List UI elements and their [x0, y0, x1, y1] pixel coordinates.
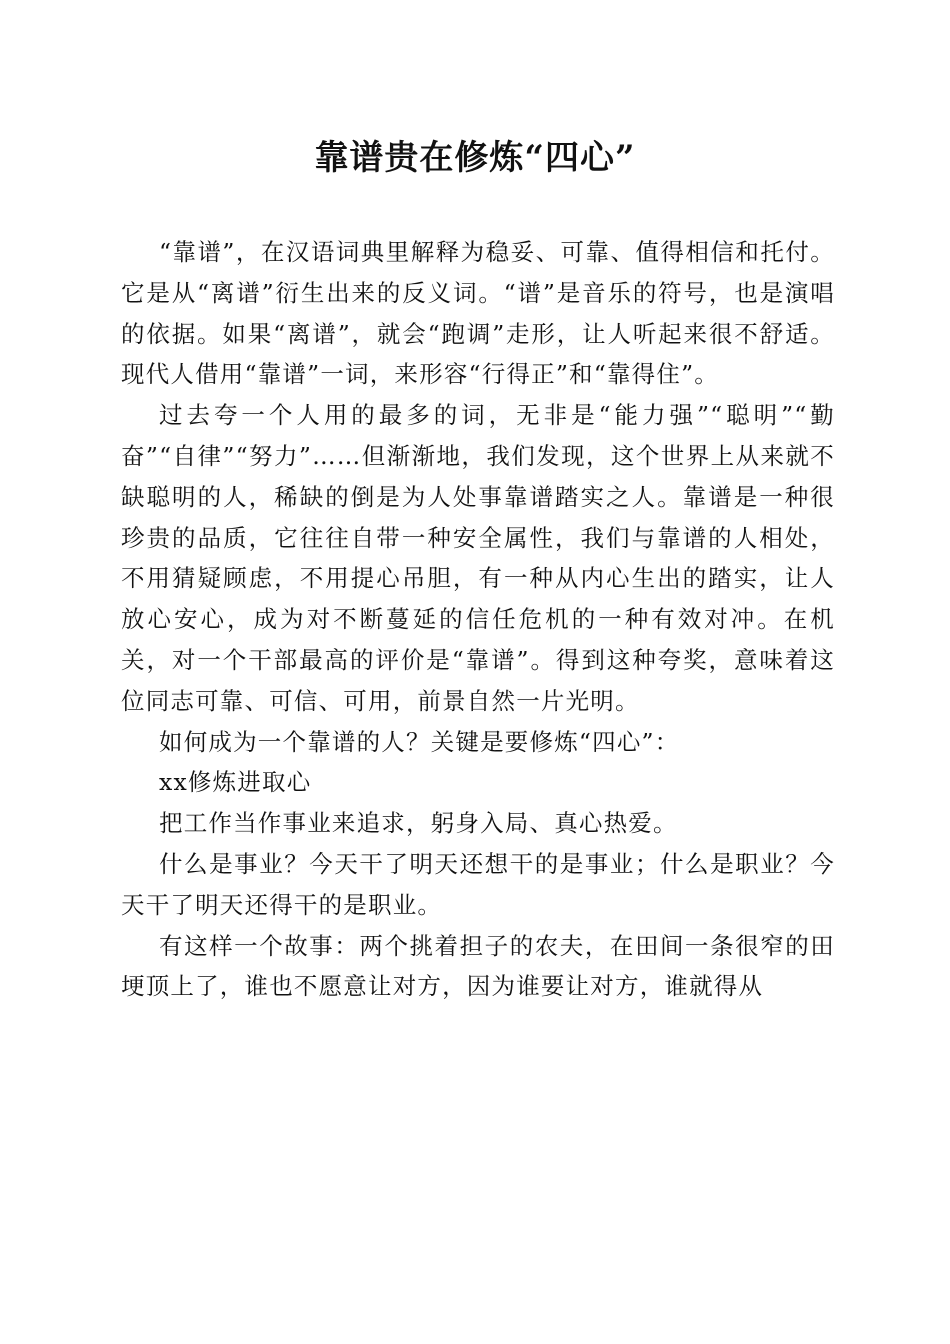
paragraph-kaopu-value: 过去夸一个人用的最多的词，无非是“能力强”“聪明”“勤奋”“自律”“努力”……但渐渐地，我们发现，这个世界上从来就不缺聪明的人，稀缺的倒是为人处事靠谱踏实之人。靠谱是一种很珍贵的品质，它往往自带一种安全属性，我们与靠谱的人相处，不用猜疑顾虑，不用提心吊胆，有一种从内心生出的踏实，让人放心安心，成为对不断蔓延的信任危机的一种有效对冲。在机关，对一个干部最高的评价是“靠谱”。得到这种夸奖，意味着这位同志可靠、可信、可用，前景自然一片光明。 [121, 401, 835, 715]
document-title: 靠谱贵在修炼“四心” [314, 138, 636, 178]
paragraph-career-pursuit: 把工作当作事业来追求，躬身入局、真心热爱。 [159, 809, 678, 838]
paragraph-kaopu-definition: “靠谱”，在汉语词典里解释为稳妥、可靠、值得相信和托付。它是从“离谱”衍生出来的反义词。“谱”是音乐的符号，也是演唱的依据。如果“离谱”，就会“跑调”走形，让人听起来很不舒适。现代人借用“靠谱”一词，来形容“行得正”和“靠得住”。 [121, 238, 835, 389]
paragraph-four-hearts-intro: 如何成为一个靠谱的人？关键是要修炼“四心”： [159, 727, 680, 756]
paragraph-farmers-story: 有这样一个故事：两个挑着担子的农夫，在田间一条很窄的田埂顶上了，谁也不愿意让对方，因为谁要让对方，谁就得从 [121, 931, 835, 1001]
document-body [121, 232, 835, 1007]
section-heading-ambition: xx修炼进取心 [159, 768, 312, 797]
paragraph-career-vs-job: 什么是事业？今天干了明天还想干的是事业；什么是职业？今天干了明天还得干的是职业。 [121, 849, 835, 919]
